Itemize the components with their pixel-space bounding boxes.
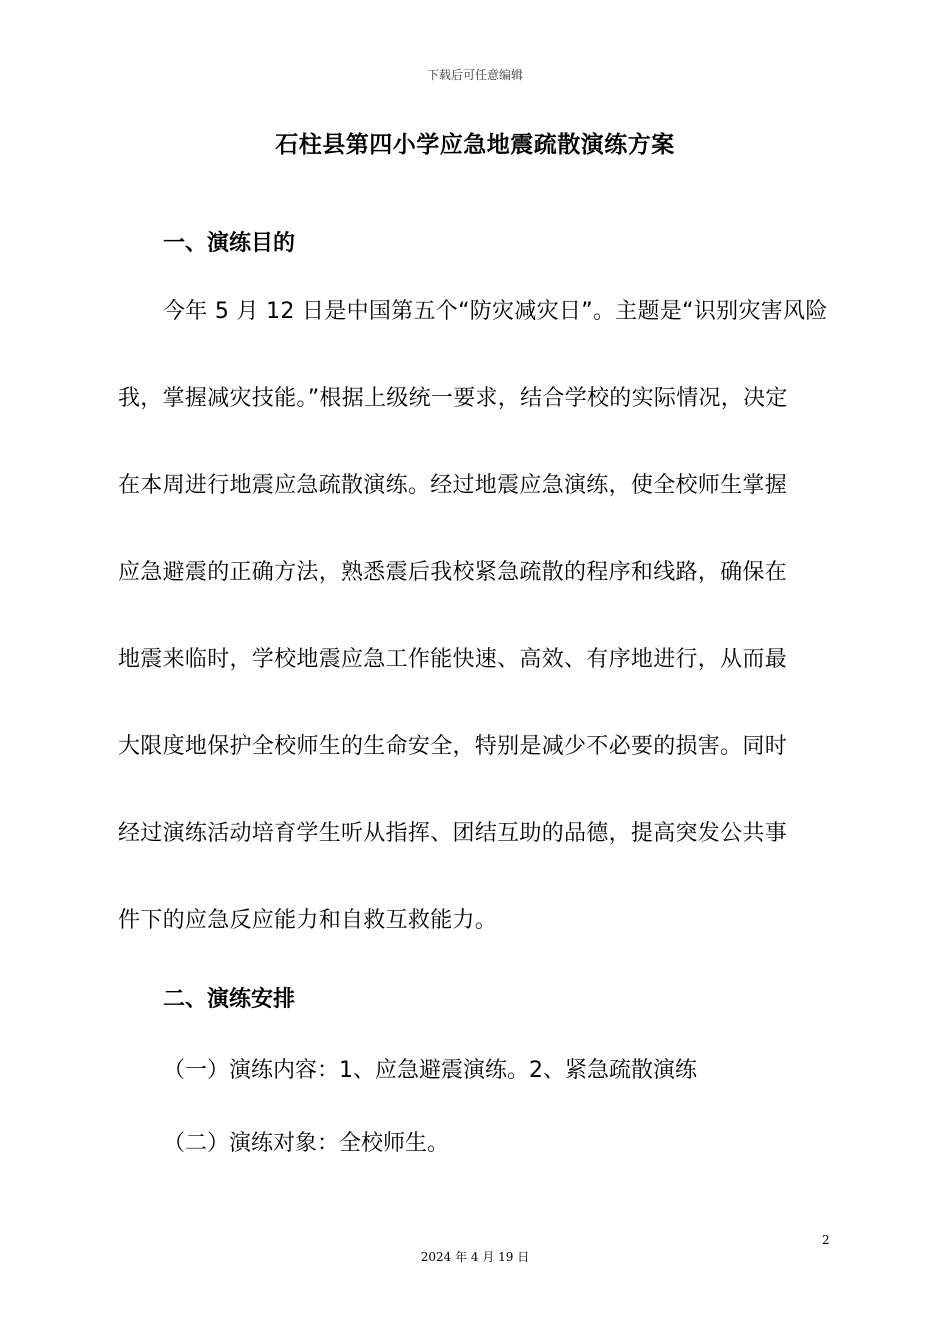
- arrangement-item-content: （一）演练内容：1、应急避震演练。2、紧急疏散演练: [163, 1058, 697, 1083]
- paragraph-line: 我，掌握减灾技能。”根据上级统一要求，结合学校的实际情况，决定: [118, 386, 788, 411]
- paragraph-line: 在本周进行地震应急疏散演练。经过地震应急演练，使全校师生掌握: [118, 473, 788, 498]
- paragraph-line: 大限度地保护全校师生的生命安全，特别是减少不必要的损害。同时: [118, 734, 788, 759]
- document-title: 石柱县第四小学应急地震疏散演练方案: [275, 132, 675, 158]
- section-heading-arrangement: 二、演练安排: [163, 987, 296, 1012]
- header-note: 下载后可任意编辑: [426, 68, 523, 82]
- purpose-paragraph: [118, 268, 834, 964]
- paragraph-line: 经过演练活动培育学生听从指挥、团结互助的品德，提高突发公共事: [118, 821, 788, 846]
- section-heading-purpose: 一、演练目的: [163, 231, 296, 256]
- paragraph-line: 今年 5 月 12 日是中国第五个“防灾减灾日”。主题是“识别灾害风险: [163, 299, 828, 324]
- page-number: 2: [822, 1233, 830, 1247]
- paragraph-line: 件下的应急反应能力和自救互救能力。: [118, 908, 498, 933]
- arrangement-item-target: （二）演练对象：全校师生。: [163, 1131, 450, 1156]
- paragraph-line: 应急避震的正确方法，熟悉震后我校紧急疏散的程序和线路，确保在: [118, 560, 788, 585]
- footer-date: 2024 年 4 月 19 日: [420, 1250, 530, 1264]
- paragraph-line: 地震来临时，学校地震应急工作能快速、高效、有序地进行，从而最: [118, 647, 788, 672]
